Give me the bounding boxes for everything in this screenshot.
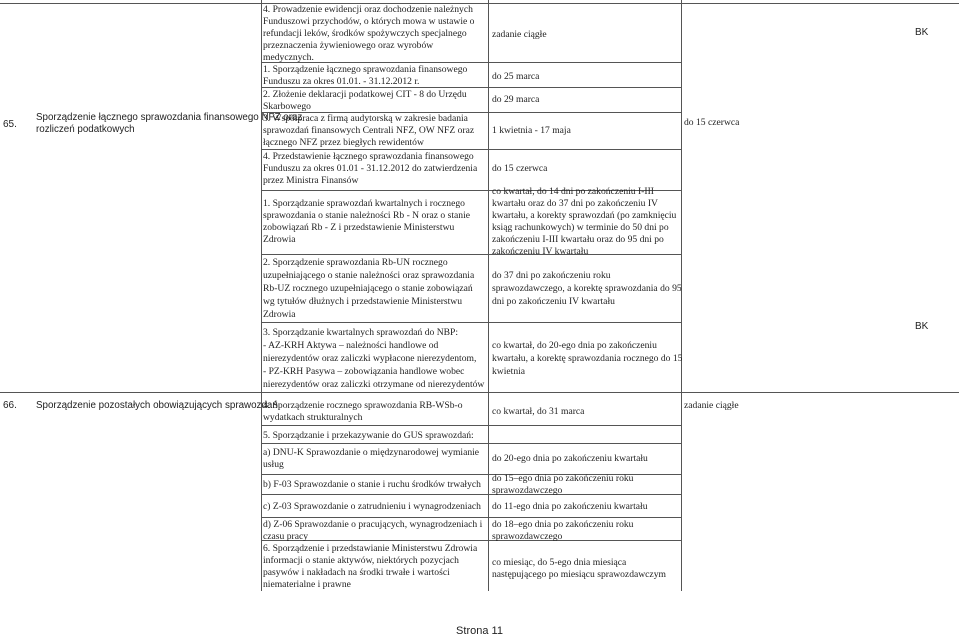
deadline-line: co kwartał, do 14 dni po zakończeniu I-III	[492, 186, 654, 197]
deadline-line: następującego po miesiącu sprawozdawczym	[492, 569, 666, 580]
task-line: 5. Sporządzanie i przekazywanie do GUS sprawozdań:	[263, 430, 474, 441]
task-line: c) Z-03 Sprawozdanie o zatrudnieniu i wynagrodzeniach	[263, 501, 481, 512]
task-line: informacji o stanie aktywów, niektórych pozycjach	[263, 555, 459, 566]
row-65-lp: 65.	[3, 119, 17, 130]
task-line: Zdrowia	[263, 234, 296, 245]
row-65-bk-badge: BK	[915, 27, 929, 38]
task-line: b) F-03 Sprawozdanie o stanie i ruchu środków trwałych	[263, 479, 481, 490]
deadline-line: do 18–ego dnia po zakończeniu roku	[492, 519, 634, 530]
grid-line	[261, 443, 681, 444]
task-line: pasywów i nakładach na środki trwałe i wartości	[263, 567, 450, 578]
task-line: przez Ministra Finansów	[263, 175, 359, 186]
deadline-line: zadanie ciągłe	[492, 29, 547, 40]
deadline-line: do 37 dni po zakończeniu roku	[492, 270, 611, 281]
task-line: 4. Prowadzenie ewidencji oraz dochodzenie należnych	[263, 4, 473, 15]
row-65-title-line: Sporządzenie łącznego sprawozdania finansowego NFZ oraz	[36, 112, 303, 123]
task-line: 3. Sporządzanie kwartalnych sprawozdań do NBP:	[263, 327, 459, 338]
deadline-line: kwartału oraz do 37 dni po zakończeniu IV	[492, 198, 658, 209]
deadline-line: zakończeniu IV kwartału	[492, 246, 589, 257]
grid-line	[261, 540, 681, 541]
deadline-line: do 29 marca	[492, 94, 540, 105]
deadline-line: do 20-ego dnia po zakończeniu kwartału	[492, 453, 648, 464]
task-line: medycznych.	[263, 52, 314, 63]
task-line: przeznaczenia żywieniowego oraz wyrobów	[263, 40, 434, 51]
task-line: a) DNU-K Sprawozdanie o międzynarodowej wymianie	[263, 447, 480, 458]
task-line: sprawozdania o stanie należności Rb - N oraz o stanie	[263, 210, 470, 221]
task-line: 4. Sporządzenie rocznego sprawozdania RB-WSb-o	[263, 400, 463, 411]
grid-line	[261, 494, 681, 495]
deadline-line: co miesiąc, do 5-ego dnia miesiąca	[492, 557, 627, 568]
deadline-line: 1 kwietnia - 17 maja	[492, 125, 571, 136]
task-line: d) Z-06 Sprawozdanie o pracujących, wynagrodzeniach i	[263, 519, 483, 530]
deadline-line: do 25 marca	[492, 71, 540, 82]
task-line: nierezydentów oraz zaliczki wypłacone nierezydentom,	[263, 353, 477, 364]
task-line: 3. Współpraca z firmą audytorską w zakresie badania	[263, 113, 468, 124]
grid-line	[0, 3, 959, 4]
deadline-line: sprawozdawczego	[492, 485, 563, 496]
row-65-title-line: rozliczeń podatkowych	[36, 124, 135, 135]
grid-line	[488, 0, 489, 591]
row-66-lp: 66.	[3, 400, 17, 411]
row-65-bk-badge: BK	[915, 321, 929, 332]
task-line: 2. Złożenie deklaracji podatkowej CIT - 8 do Urzędu	[263, 89, 467, 100]
task-line: - PZ-KRH Pasywa – zobowiązania handlowe wobec	[263, 366, 465, 377]
task-line: sprawozdań finansowych Centrali NFZ, OW NFZ oraz	[263, 125, 475, 136]
task-line: - AZ-KRH Aktywa – należności handlowe od	[263, 340, 439, 351]
deadline-line: do 11-ego dnia po zakończeniu kwartału	[492, 501, 648, 512]
grid-line	[261, 0, 262, 591]
deadline-line: dni po zakończeniu IV kwartału	[492, 296, 615, 307]
task-line: refundacji leków, środków spożywczych specjalnego	[263, 28, 467, 39]
page-number: Strona 11	[456, 625, 503, 637]
task-line: 2. Sporządzenie sprawozdania Rb-UN rocznego	[263, 257, 448, 268]
deadline-line: do 15 czerwca	[492, 163, 548, 174]
task-line: łącznego NFZ przez biegłych rewidentów	[263, 137, 424, 148]
grid-line	[261, 254, 681, 255]
row-66-title: Sporządzenie pozostałych obowiązujących sprawozdań	[36, 400, 278, 411]
task-line: wg tytułów dłużnych i przedstawienie Ministerstwu	[263, 296, 463, 307]
deadline-line: kwartału, a korekty sprawozdań (po zamknięciu	[492, 210, 677, 221]
task-line: 1. Sporządzanie sprawozdań kwartalnych i rocznego	[263, 198, 465, 209]
task-line: Zdrowia	[263, 309, 296, 320]
task-line: 6. Sporządzenie i przedstawianie Ministerstwu Zdrowia	[263, 543, 478, 554]
deadline-line: sprawozdawczego, a korektę sprawozdania do 95	[492, 283, 682, 294]
task-line: Funduszowi przychodów, o których mowa w ustawie o	[263, 16, 475, 27]
grid-line	[261, 322, 681, 323]
deadline-line: kwietnia	[492, 366, 526, 377]
task-line: 4. Przedstawienie łącznego sprawozdania finansowego	[263, 151, 474, 162]
deadline-line: zakończeniu I-III kwartału oraz do 95 dni po	[492, 234, 664, 245]
grid-line	[261, 517, 681, 518]
task-line: Funduszu za okres 01.01. - 31.12.2012 r.	[263, 76, 420, 87]
task-line: nierezydentów oraz zaliczki otrzymane od nierezydentów	[263, 379, 485, 390]
grid-line	[261, 425, 681, 426]
task-line: niematerialne i prawne	[263, 579, 351, 590]
deadline-line: sprawozdawczego	[492, 531, 563, 542]
task-line: Funduszu za okres 01.01 - 31.12.2012 do zatwierdzenia	[263, 163, 478, 174]
deadline-line: kwartału, a korektę sprawozdania rocznego do 15	[492, 353, 683, 364]
task-line: usług	[263, 459, 284, 470]
task-line: 1. Sporządzenie łącznego sprawozdania finansowego	[263, 64, 468, 75]
task-line: czasu pracy	[263, 531, 309, 542]
task-line: wydatkach strukturalnych	[263, 412, 363, 423]
task-line: zobowiązań Rb - Z i przedstawienie Ministerstwu	[263, 222, 455, 233]
deadline-line: ksiąg rachunkowych) w terminie do 50 dni po	[492, 222, 669, 233]
grid-line	[0, 392, 959, 393]
row-65-date: do 15 czerwca	[684, 117, 740, 128]
grid-line	[261, 62, 681, 63]
row-66-date: zadanie ciągłe	[684, 400, 739, 411]
deadline-line: co kwartał, do 20-ego dnia po zakończeniu	[492, 340, 657, 351]
task-line: Rb-UZ rocznego uzupełniającego o stanie zobowiązań	[263, 283, 473, 294]
grid-line	[681, 0, 682, 591]
task-line: uzupełniającego o stanie należności oraz sprawozdania	[263, 270, 475, 281]
deadline-line: co kwartał, do 31 marca	[492, 406, 585, 417]
deadline-line: do 15–ego dnia po zakończeniu roku	[492, 473, 634, 484]
task-line: Skarbowego	[263, 101, 311, 112]
